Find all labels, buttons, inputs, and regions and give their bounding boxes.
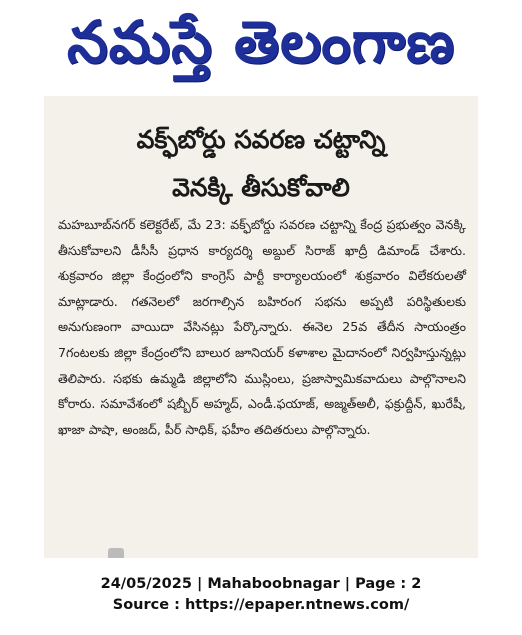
article-text: వక్ఫ్‌బోర్డు సవరణ చట్టాన్ని కేంద్ర ప్రభుత్వం వెనక్కి తీసుకోవాలని డీసీసీ ప్రధాన కార్యదర్శి అబ్దుల్ సిరాజ్ ఖాద్రీ డిమాండ్ చేశారు. శుక్రవారం జిల్లా కేంద్రంలోని కాంగ్రెస్ పార్టీ కార్యాలయంలో శుక్రవారం విలేకరులతో మాట్లాడారు. గతనెలలో జరగాల్సిన బహిరంగ సభను అప్పటి పరిస్థితులకు అనుగుణంగా వాయిదా వేసినట్లు పేర్కొన్నారు. ఈనెల 25వ తేదీన సాయంత్రం 7గంటలకు జిల్లా కేంద్రంలోని బాలుర జూనియర్ కళాశాల మైదానంలో నిర్వహిస్తున్నట్లు తెలిపారు. సభకు ఉమ్మడి జిల్లాలోని ముస్లింలు, ప్రజాస్వామికవాదులు పాల్గొనాలని కోరారు. సమావేశంలో షబ్బీర్ అహ్మద్, ఎండీ.ఫయాజ్, అజ్మత్అలీ, ఫక్రుద్దీన్, ఖురేషీ, ఖాజా పాషా, అంజద్, పీర్ సాధిక్, ఫహీం తదితరులు పాల్గొన్నారు. — [58, 217, 466, 437]
clipping-meta-line: 24/05/2025 | Mahaboobnagar | Page : 2 — [100, 576, 422, 592]
headline-line-2: వెనక్కి తీసుకోవాలి — [172, 173, 350, 202]
masthead-title: నమస్తే తెలంగాణ — [67, 8, 455, 76]
clipping-source-line: Source : https://epaper.ntnews.com/ — [112, 597, 410, 613]
newspaper-clipping — [44, 96, 478, 558]
article-body — [58, 212, 466, 442]
cut-text-fragment-top — [64, 98, 364, 108]
headline-line-1: వక్ఫ్‌బోర్డు సవరణ చట్టాన్ని — [136, 125, 386, 154]
article-dateline: మహబూబ్‌నగర్ కలెక్టరేట్, మే 23: — [58, 217, 226, 232]
newspaper-masthead — [0, 0, 522, 88]
cut-text-fragment-bottom — [108, 548, 124, 558]
